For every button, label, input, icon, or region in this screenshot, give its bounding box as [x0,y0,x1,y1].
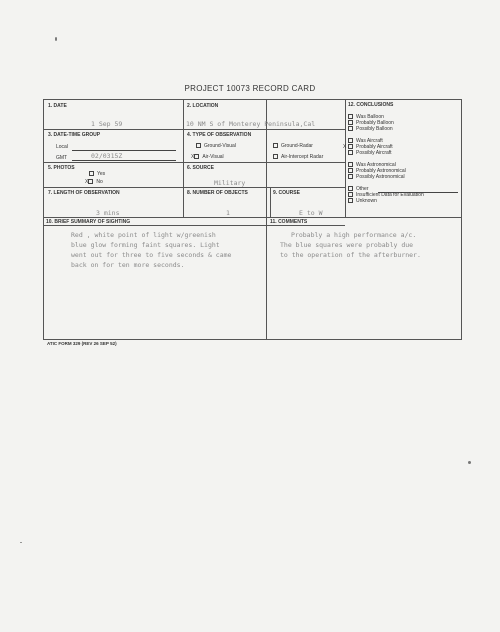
local-label: Local [56,144,68,150]
gmt-value: 02/0315Z [91,152,123,160]
conclusion-item: Was Aircraft [348,138,383,144]
summary-line: back on for ten more seconds. [71,261,185,269]
checkbox [348,150,353,155]
summary-label: 10. BRIEF SUMMARY OF SIGHTING [46,219,131,225]
checkbox [348,186,353,191]
record-card [43,99,462,340]
conclusion-item: Other [348,186,369,192]
scan-speck [20,542,22,543]
air-intercept-option: Air-Intercept Radar [273,154,323,160]
comments-line: The blue squares were probably due [280,241,414,249]
location-label: 2. LOCATION [187,103,219,109]
divider [183,100,184,217]
summary-line: Red , white point of light w/greenish [71,231,216,239]
photos-label: 5. PHOTOS [48,165,75,171]
checkbox [348,114,353,119]
checkbox [348,198,353,203]
source-label: 6. SOURCE [187,165,214,171]
conclusion-item: Possibly Balloon [348,126,393,132]
scan-speck [55,37,57,41]
conclusions-label: 12. CONCLUSIONS [348,102,394,108]
conclusion-item: Possibly Astronomical [348,174,405,180]
course-value: E to W [299,209,323,217]
summary-line: blue glow forming faint squares. Light [71,241,220,249]
comments-label: 11. COMMENTS [270,219,308,225]
divider [44,162,345,163]
form-footer: ATIC FORM 329 (REV 26 SEP 52) [47,341,117,346]
source-value: Military [214,179,246,187]
location-value: 10 NM S of Monterey Peninsula,Cal [186,120,316,128]
date-value: 1 Sep 59 [91,120,123,128]
divider [270,187,271,217]
summary-line: went out for three to five seconds & came [71,251,232,259]
check-mark: X [343,144,347,150]
length-label: 7. LENGTH OF OBSERVATION [48,190,120,196]
photos-no-option: X No [85,179,103,185]
ground-radar-option: Ground-Radar [273,143,313,149]
num-objects-value: 1 [226,209,230,217]
checkbox [348,138,353,143]
course-label: 9. COURSE [273,190,300,196]
divider [44,187,345,188]
conclusion-item: Probably Balloon [348,120,394,126]
checkbox [348,120,353,125]
num-objects-label: 8. NUMBER OF OBJECTS [187,190,248,196]
conclusion-item: Insufficient Data for Evaluation [348,192,424,198]
length-value: 3 mins [96,209,120,217]
checkbox [348,174,353,179]
checkbox [348,162,353,167]
scan-speck [468,461,471,464]
conclusion-item: Unknown [348,198,377,204]
conclusion-item: Possibly Aircraft [348,150,392,156]
check-mark: X [191,154,195,160]
checkbox [273,154,278,159]
date-label: 1. DATE [48,103,67,109]
divider [44,129,345,130]
divider [44,217,462,218]
checkbox [348,144,353,149]
comments-line: to the operation of the afterburner. [280,251,421,259]
comments-line: Probably a high performance a/c. [291,231,417,239]
conclusion-item: Probably Astronomical [348,168,406,174]
checkbox [196,143,201,148]
checkbox [348,126,353,131]
conclusion-item: Probably Aircraft [348,144,393,150]
divider [345,100,346,217]
checkbox [348,192,353,197]
type-obs-label: 4. TYPE OF OBSERVATION [187,132,252,138]
conclusion-item: Was Astronomical [348,162,396,168]
divider [266,100,267,340]
dtg-label: 3. DATE-TIME GROUP [48,132,101,138]
card-title: PROJECT 10073 RECORD CARD [184,84,316,93]
gmt-label: GMT [56,155,68,161]
checkbox [194,154,199,159]
checkbox [273,143,278,148]
check-mark: X [85,179,89,185]
checkbox [348,168,353,173]
air-visual-option: X Air-Visual [191,154,224,160]
photos-yes-option: Yes [89,171,105,177]
checkbox [88,179,93,184]
conclusion-item: Was Balloon [348,114,384,120]
divider [44,225,345,226]
ground-visual-option: Ground-Visual [196,143,236,149]
checkbox [89,171,94,176]
